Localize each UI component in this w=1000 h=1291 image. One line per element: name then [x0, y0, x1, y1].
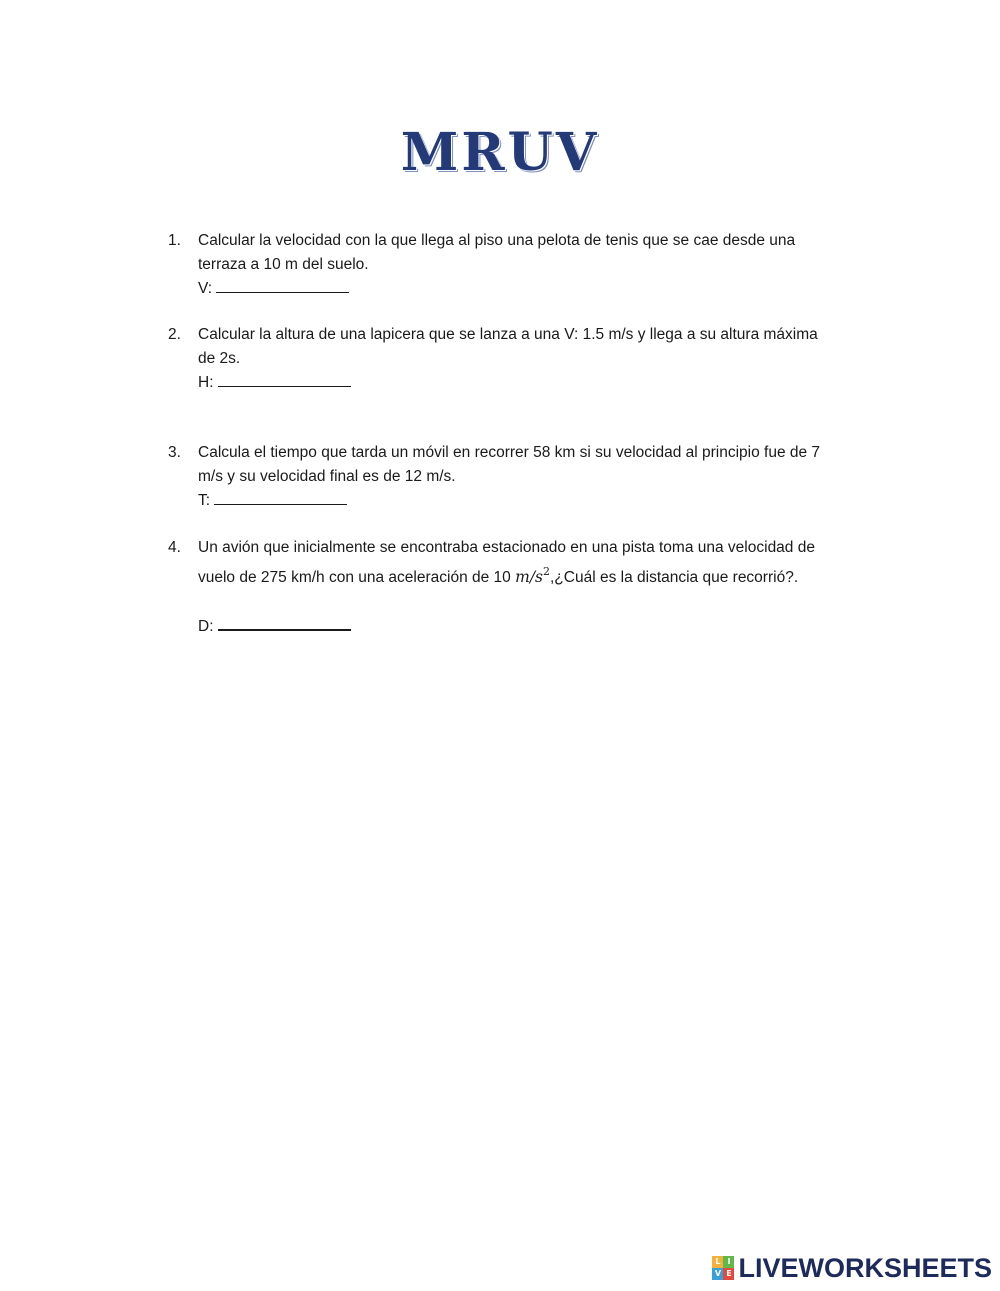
answer-blank-d[interactable] [218, 614, 351, 631]
answer-blank-h[interactable] [218, 371, 351, 387]
question-4 [168, 536, 868, 639]
question-text-line: Calcular la velocidad con la que llega al piso una pelota de tenis que se cae desde una [198, 232, 796, 249]
page-title: MRUV [400, 122, 600, 183]
question-number: 1. [168, 232, 181, 249]
answer-label: V: [198, 280, 213, 297]
question-text-line: Calcula el tiempo que tarda un móvil en recorrer 58 km si su velocidad al principio fue de 7 [198, 444, 821, 461]
question-text-suffix: ,¿Cuál es la distancia que recorrió?. [550, 569, 799, 586]
acceleration-unit [515, 565, 550, 586]
question-2 [168, 323, 868, 395]
question-number: 4. [168, 539, 181, 556]
answer-row [198, 371, 868, 395]
answer-label: T: [198, 492, 211, 509]
logo-text: LIVEWORKSHEETS [738, 1252, 992, 1283]
answer-row [198, 277, 868, 301]
question-text-line [198, 560, 868, 590]
question-number: 3. [168, 444, 181, 461]
logo-mark-letter: E [723, 1268, 734, 1280]
answer-label: D: [198, 618, 214, 635]
logo-mark-icon [712, 1256, 734, 1280]
question-text-prefix: vuelo de 275 km/h con una aceleración de 10 [198, 569, 511, 586]
question-1 [168, 229, 868, 301]
answer-blank-t[interactable] [214, 489, 347, 505]
question-3 [168, 441, 868, 513]
question-text-line: Un avión que inicialmente se encontraba estacionado en una pista toma una velocidad de [198, 539, 815, 556]
question-text-line: Calcular la altura de una lapicera que se lanza a una V: 1.5 m/s y llega a su altura máxima [198, 326, 818, 343]
logo-mark-letter: V [712, 1268, 723, 1280]
question-text-line: terraza a 10 m del suelo. [198, 256, 369, 273]
question-text-line: de 2s. [198, 350, 241, 367]
answer-row [198, 614, 868, 639]
logo-mark-letter: L [712, 1256, 723, 1268]
unit-exponent: 2 [543, 565, 550, 578]
answer-blank-v[interactable] [216, 277, 349, 293]
answer-label: H: [198, 374, 214, 391]
logo-mark-letter: I [723, 1256, 734, 1268]
question-number: 2. [168, 326, 181, 343]
liveworksheets-logo [712, 1253, 992, 1283]
question-text-line: m/s y su velocidad final es de 12 m/s. [198, 468, 456, 485]
unit-base: m/s [515, 568, 543, 586]
answer-row [198, 489, 868, 513]
